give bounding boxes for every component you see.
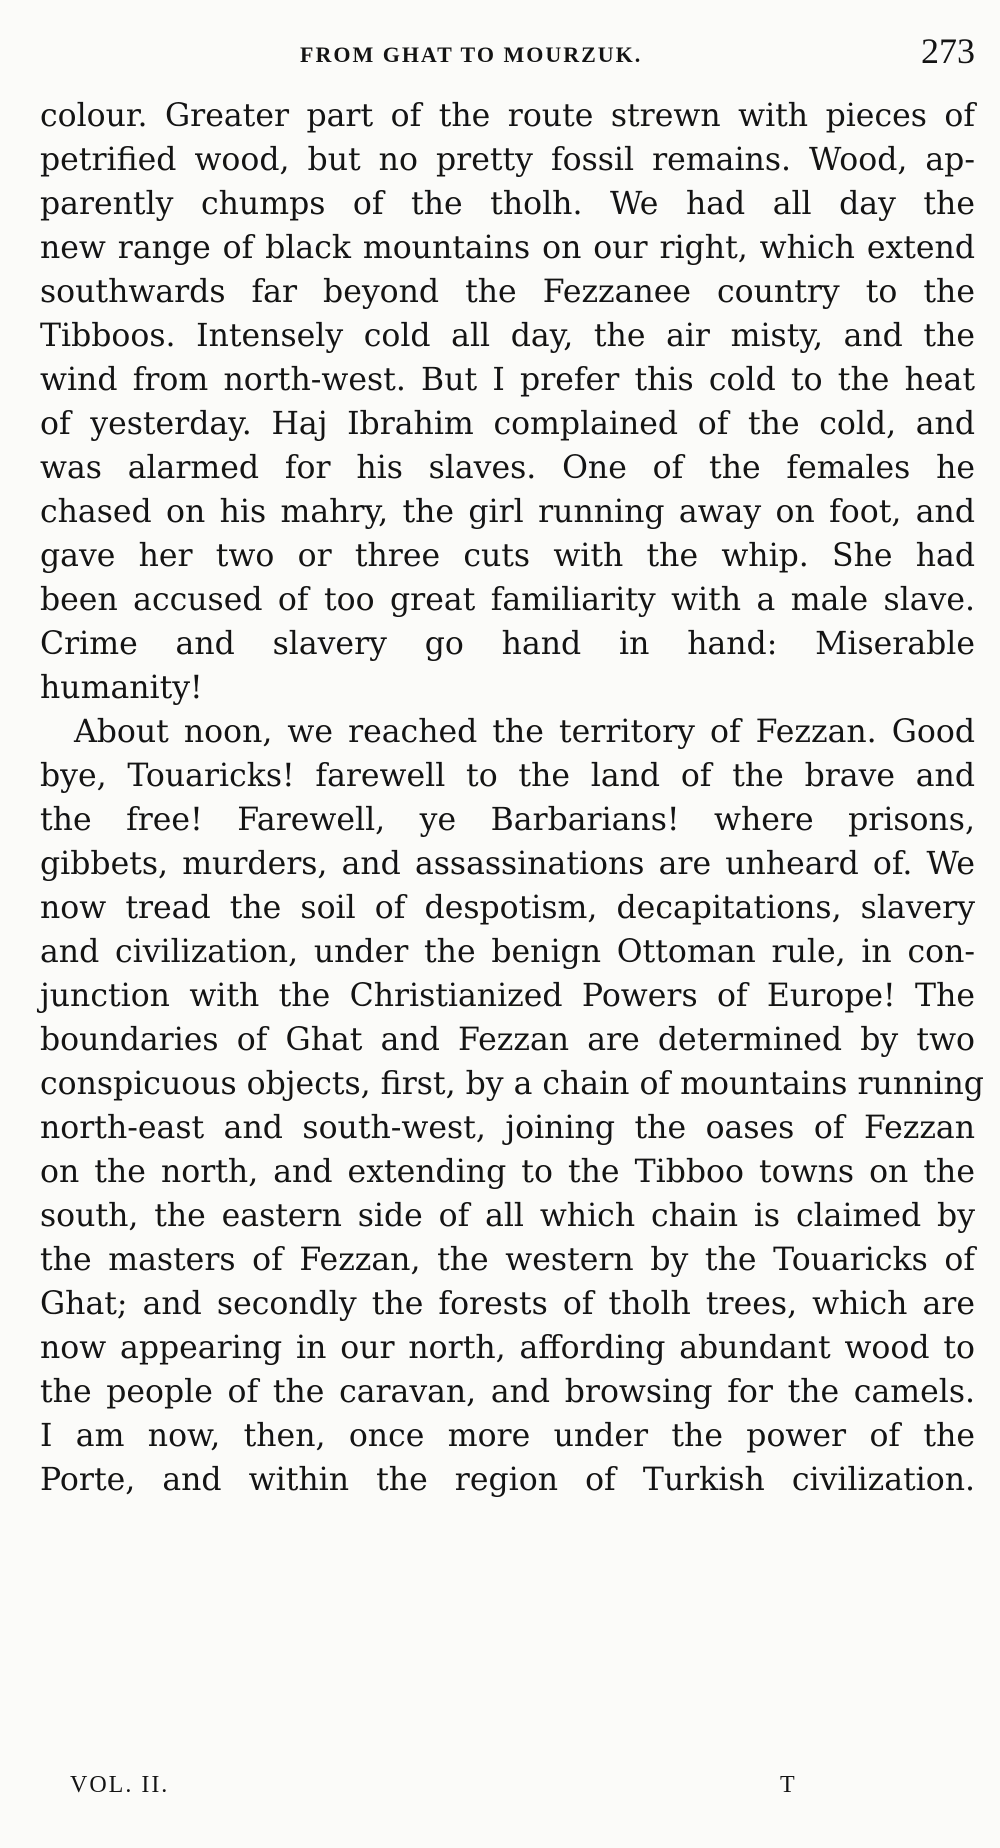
text-line: of yesterday. Haj Ibrahim complained of the cold, and [40, 406, 975, 442]
text-line: Porte, and within the region of Turkish civilization. [40, 1462, 975, 1498]
text-line: chased on his mahry, the girl running away on foot, and [40, 494, 975, 530]
page-header [40, 30, 975, 80]
signature-mark: T [780, 1772, 795, 1798]
page-number: 273 [921, 31, 975, 71]
body-text [40, 94, 984, 1502]
text-line: north-east and south-west, joining the oases of Fezzan [40, 1110, 975, 1146]
running-head: FROM GHAT TO MOURZUK. [300, 42, 643, 67]
text-line: wind from north-west. But I prefer this cold to the heat [40, 362, 975, 398]
text-line: I am now, then, once more under the power of the [40, 1418, 975, 1454]
text-line: on the north, and extending to the Tibboo towns on the [40, 1154, 975, 1190]
text-line: Tibboos. Intensely cold all day, the air misty, and the [40, 318, 975, 354]
text-line: junction with the Christianized Powers of Europe! The [40, 978, 975, 1014]
text-line: gibbets, murders, and assassinations are unheard of. We [40, 846, 975, 882]
text-line: and civilization, under the benign Ottoman rule, in con- [40, 934, 975, 970]
text-line: bye, Touaricks! farewell to the land of the brave and [40, 758, 975, 794]
volume-marker: VOL. II. [70, 1772, 170, 1798]
text-line: Crime and slavery go hand in hand: Miserable [40, 626, 975, 662]
paragraph-first-line: About noon, we reached the territory of Fezzan. Good [74, 714, 975, 750]
text-line: now appearing in our north, affording abundant wood to [40, 1330, 975, 1366]
text-line: new range of black mountains on our right, which extend [40, 230, 975, 266]
text-line: Ghat; and secondly the forests of tholh trees, which are [40, 1286, 975, 1322]
text-line: boundaries of Ghat and Fezzan are determined by two [40, 1022, 975, 1058]
text-line: now tread the soil of despotism, decapitations, slavery [40, 890, 975, 926]
text-line: colour. Greater part of the route strewn with pieces of [40, 98, 975, 134]
text-line: parently chumps of the tholh. We had all day the [40, 186, 975, 222]
paragraph-last-line: humanity! [40, 670, 203, 706]
text-line: the people of the caravan, and browsing for the camels. [40, 1374, 975, 1410]
text-line: petrified wood, but no pretty fossil remains. Wood, ap- [40, 142, 975, 178]
text-line: conspicuous objects, first, by a chain of mountains running [40, 1066, 984, 1102]
text-line: was alarmed for his slaves. One of the females he [40, 450, 975, 486]
text-line: southwards far beyond the Fezzanee country to the [40, 274, 975, 310]
text-line: south, the eastern side of all which chain is claimed by [40, 1198, 975, 1234]
text-line: the free! Farewell, ye Barbarians! where prisons, [40, 802, 975, 838]
text-line: the masters of Fezzan, the western by the Touaricks of [40, 1242, 975, 1278]
text-line: gave her two or three cuts with the whip. She had [40, 538, 975, 574]
text-line: been accused of too great familiarity with a male slave. [40, 582, 975, 618]
page-footer [40, 1772, 975, 1812]
